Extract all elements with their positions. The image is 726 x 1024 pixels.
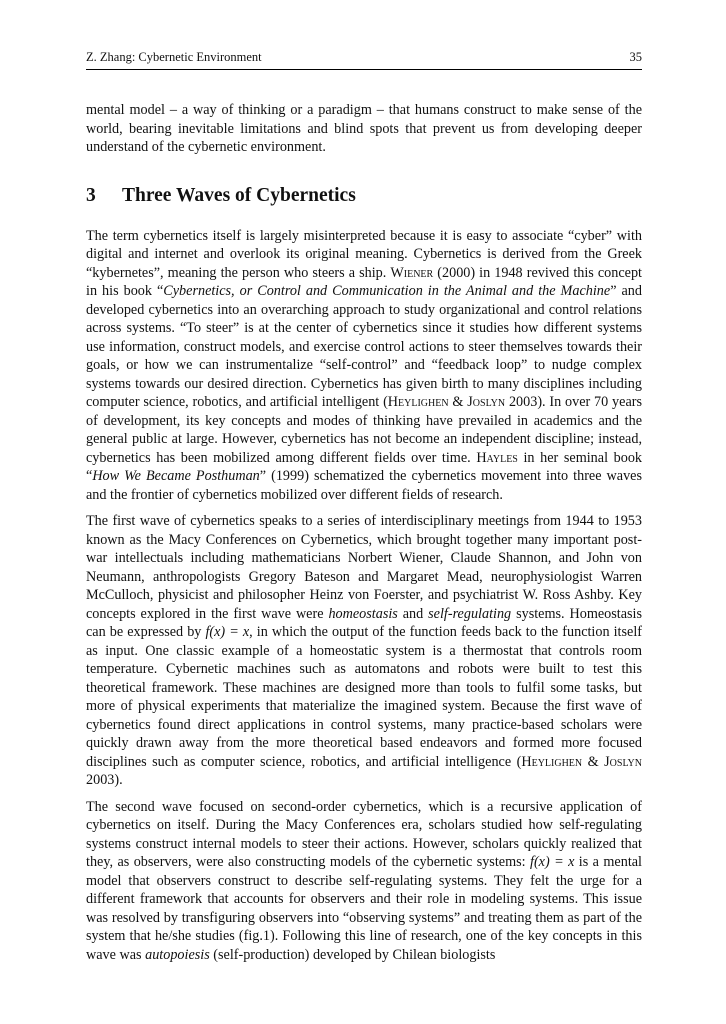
text-run: , in which the output of the function feeds back to the function itself as input. One classic example of a homeostatic system is a thermostat that controls room temperature. Cybernetic machines such as automatons and robots were built to test this theoretical framework. These machines are designed more than tools to fulfil some tasks, but more of physical experiments that materialize the imagined system. Because the first wave of cybernetics found direct applications in control systems, many practice-based scholars were quickly drawn away from the more theoretical based endeavors and formed more focused disciplines such as computer science, robotics, and artificial intelligence (	[86, 624, 642, 770]
page-number: 35	[629, 50, 642, 64]
text-run: (2000) in 1948 revived this concept in his book “	[86, 264, 643, 299]
formula: f(x) = x	[530, 854, 575, 870]
text-run: ” (1999) schematized the cybernetics movement into three waves and the frontier of cybernetics mobilized over different fields of research.	[86, 468, 642, 503]
book-title: How We Became Posthuman	[92, 468, 260, 484]
formula: f(x) = x	[205, 624, 250, 640]
paragraph-3	[86, 798, 642, 965]
section-number: 3	[86, 184, 96, 206]
emphasis-term: autopoiesis	[145, 946, 210, 963]
text-run: systems. Homeostasis can be expressed by	[86, 605, 642, 640]
citation-author: Wiener	[390, 264, 434, 281]
running-header	[86, 50, 642, 70]
text-run: is a mental model that observers construct to describe self-regulating systems. They felt the urge for a different framework that accounts for observers and their role in modeling systems. This issue was resolved by transfiguring observers into “observing systems” and treating them as part of the system that he/she studies (fig.1). Following this line of research, one of the key concepts in this wave was	[86, 854, 643, 963]
text-run: &	[582, 753, 605, 770]
text-run: in her seminal book “	[86, 449, 643, 484]
text-run: 2003). In over 70 years of development, its key concepts and modes of thinking have prevailed in academics and the general public at large. However, cybernetics has not become an independent discipline; instead, cybernetics has been mobilized among different fields over time.	[86, 394, 642, 466]
text-run: The term cybernetics itself is largely misinterpreted because it is easy to associate “cyber” with digital and internet and overlook its original meaning. Cybernetics is derived from the Greek “kybernetes”, meaning the person who steers a ship.	[86, 227, 642, 281]
citation-author: Joslyn	[604, 753, 642, 770]
book-title: Cybernetics, or Control and Communication in the Animal and the Machine	[163, 283, 611, 299]
paragraph-1	[86, 227, 642, 505]
text-run: The first wave of cybernetics speaks to a series of interdisciplinary meetings from 1944 to 1953 known as the Macy Conferences on Cybernetics, which brought together many important post-war intellectuals including mathematicians Norbert Wiener, Claude Shannon, and John von Neumann, anthropologists Gregory Bateson and Margaret Mead, neurophysiologist Warren McCulloch, physicist and philosopher Heinz von Foerster, and psychiatrist W. Ross Ashby. Key concepts explored in the first wave were	[86, 513, 642, 622]
text-run: &	[448, 394, 468, 410]
section-title: Three Waves of Cybernetics	[122, 184, 356, 206]
emphasis-term: homeostasis	[328, 605, 398, 622]
citation-author: Joslyn	[467, 394, 506, 410]
text-run: and	[397, 605, 429, 622]
citation-author: Heylighen	[521, 753, 583, 770]
running-title: Z. Zhang: Cybernetic Environment	[86, 50, 262, 64]
intro-paragraph: mental model – a way of thinking or a paradigm – that humans construct to make sense of the world, bearing inevitable limitations and blind spots that prevent us from developing deeper understand of the cybernetic environment.	[86, 102, 642, 155]
emphasis-term: self-regulating	[428, 605, 512, 622]
citation-author: Heylighen	[387, 394, 449, 410]
page	[86, 50, 642, 972]
text-run: ” and developed cybernetics into an overarching approach to study organizational and control relations across systems. “To steer” is at the center of cybernetics since it studies how different systems use information, construct models, and exercise control actions to steer themselves towards their goals, or how we can instrumentalize “self-control” and “feedback loop” to nudge complex systems towards our desired direction. Cybernetics has given birth to many disciplines including computer science, robotics, and artificial intelligent (	[86, 283, 642, 410]
section-heading	[86, 185, 642, 207]
text-run: The second wave focused on second-order cybernetics, which is a recursive application of cybernetics on itself. During the Macy Conferences era, scholars studied how self-regulating systems construct internal models to steer their actions. However, scholars quickly realized that they, as observers, were also constructing models of the cybernetic systems:	[86, 798, 642, 870]
text-run: 2003).	[86, 772, 123, 788]
paragraph-2	[86, 512, 642, 790]
text-run: (self-production) developed by Chilean biologists	[209, 946, 496, 963]
citation-author: Hayles	[476, 449, 518, 466]
